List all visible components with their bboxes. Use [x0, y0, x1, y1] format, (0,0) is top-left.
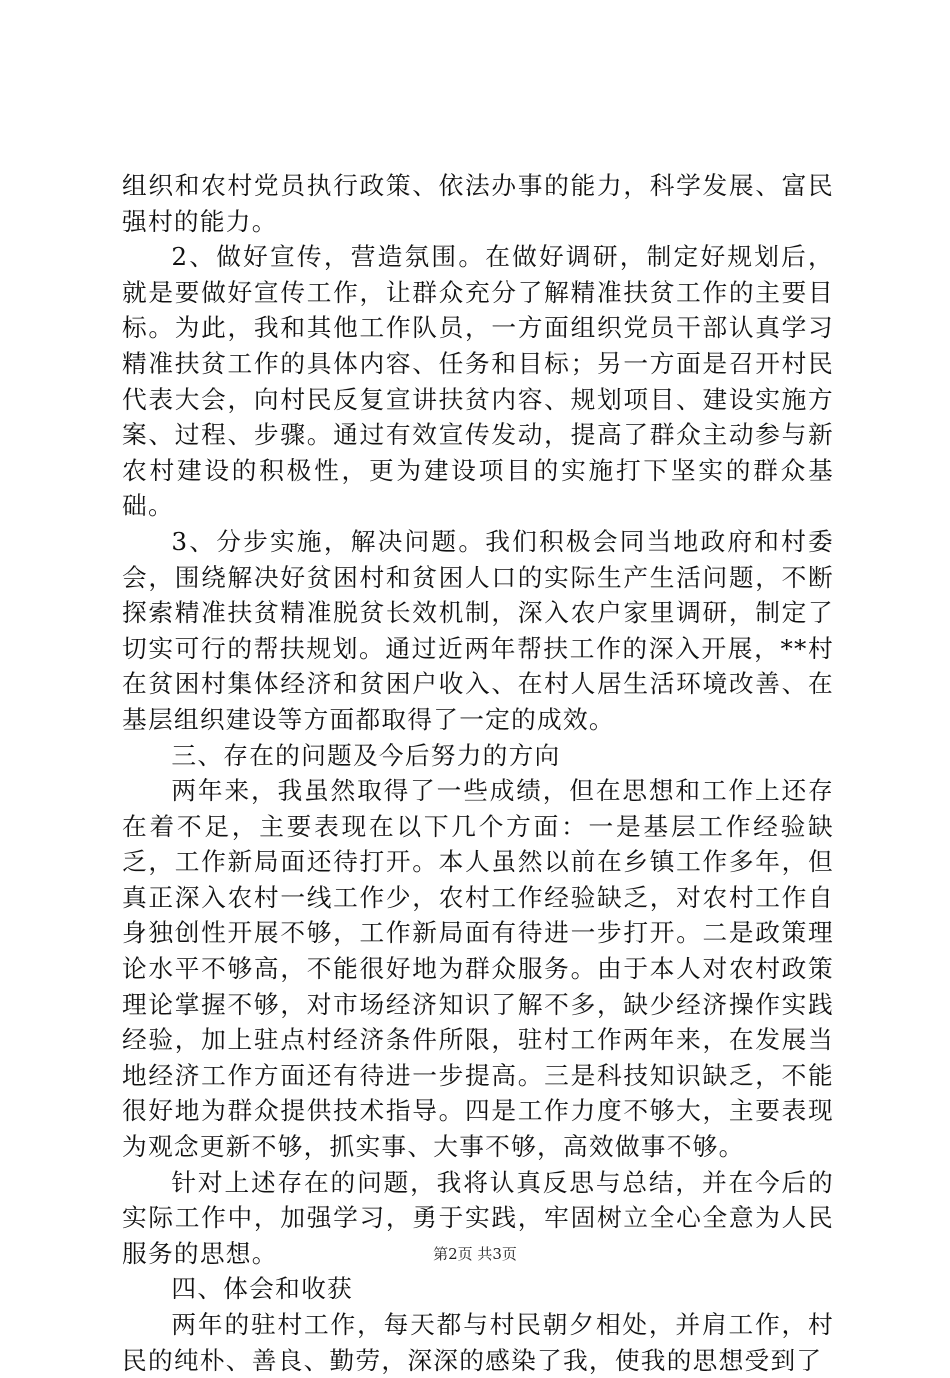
section-heading-3: 三、存在的问题及今后努力的方向 — [171, 740, 561, 770]
paragraph-4: 两年来，我虽然取得了一些成绩，但在思想和工作上还存在着不足，主要表现在以下几个方面：一是基层工作经验缺乏，工作新局面还待打开。本人虽然以前在乡镇工作多年，但真正深入农村一线工作少，农村工作经验缺乏，对农村工作自身独创性开展不够，工作新局面有待进一步打开。二是政策理论水平不够高，不能很好地为群众服务。由于本人对农村政策理论掌握不够，对市场经济知识了解不多，缺少经济操作实践经验，加上驻点村经济条件所限，驻村工作两年来，在发展当地经济工作方面还有待进一步提高。三是科技知识缺乏，不能很好地为群众提供技术指导。四是工作力度不够大，主要表现为观念更新不够，抓实事、大事不够，高效做事不够。 — [122, 776, 834, 1162]
paragraph-1: 组织和农村党员执行政策、依法办事的能力，科学发展、富民强村的能力。 — [122, 171, 834, 236]
paragraph-3: 3、分步实施，解决问题。我们积极会同当地政府和村委会，围绕解决好贫困村和贫困人口的实际生产生活问题，不断探索精准扶贫精准脱贫长效机制，深入农户家里调研，制定了切实可行的帮扶规划。通过近两年帮扶工作的深入开展，**村在贫困村集体经济和贫困户收入、在村人居生活环境改善、在基层组织建设等方面都取得了一定的成效。 — [122, 526, 834, 734]
section-heading-4: 四、体会和收获 — [171, 1274, 353, 1304]
paragraph-6: 两年的驻村工作，每天都与村民朝夕相处，并肩工作，村民的纯朴、善良、勤劳，深深的感染了我，使我的思想受到了 — [122, 1310, 834, 1375]
document-body — [122, 168, 834, 1378]
paragraph-5: 针对上述存在的问题，我将认真反思与总结，并在今后的实际工作中，加强学习，勇于实践，牢固树立全心全意为人民服务的思想。 — [122, 1167, 834, 1268]
paragraph-2: 2、做好宣传，营造氛围。在做好调研，制定好规划后，就是要做好宣传工作，让群众充分了解精准扶贫工作的主要目标。为此，我和其他工作队员，一方面组织党员干部认真学习精准扶贫工作的具体内容、任务和目标；另一方面是召开村民代表大会，向村民反复宣讲扶贫内容、规划项目、建设实施方案、过程、步骤。通过有效宣传发动，提高了群众主动参与新农村建设的积极性，更为建设项目的实施打下坚实的群众基础。 — [122, 242, 834, 521]
page-number-footer: 第2页 共3页 — [433, 1245, 517, 1263]
